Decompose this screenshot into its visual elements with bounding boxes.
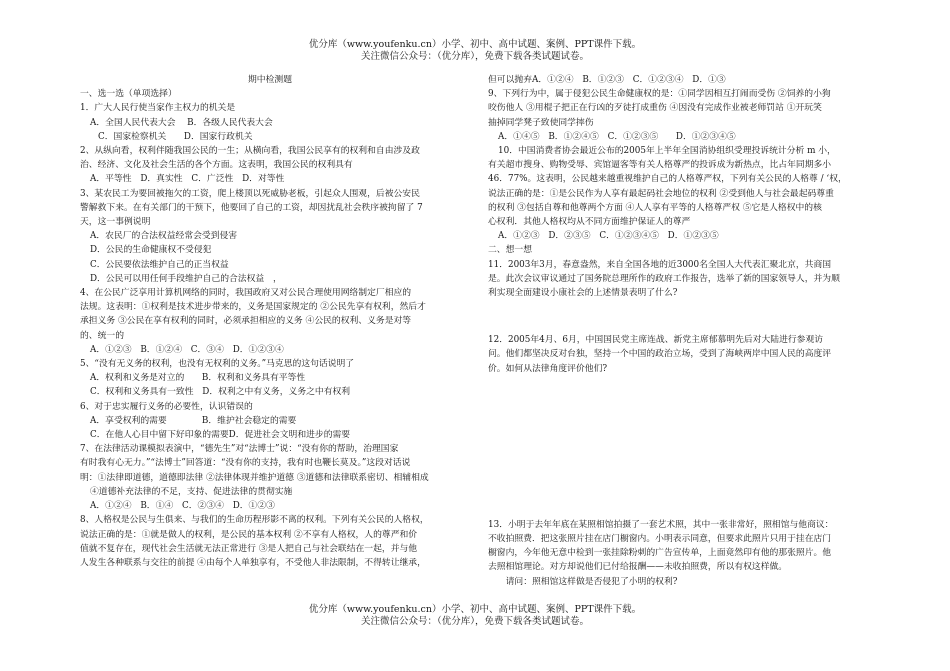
question-line: 有关超市搜身、购物受辱、宾馆逼客等有关人格尊严的投诉成为新热点，比占年同期多小 bbox=[488, 160, 832, 171]
question-line: 问。他们都坚决反对台独，坚持一个中国的政治立场，受到了海峡两岸中国人民的高度评 bbox=[488, 349, 832, 360]
footer-line-1: 优分库（www.youfenku.cn）小学、初中、高中试题、案例、PPT课件下载。 bbox=[308, 604, 642, 615]
question-line: 心权利．其他人格权均从不同方面维护保证人的尊严 bbox=[488, 217, 691, 228]
question-line: 价。如何从法律角度评价他们? bbox=[488, 363, 608, 374]
option-line: A．①②③ B．①②④ C．③④ D．①②③④ bbox=[90, 344, 284, 355]
question-line: 明：①法律即道德，道德即法律 ②法律体现并维护道德 ③道德和法律联系密切、相辅相成 bbox=[80, 472, 429, 483]
question-line: 人发生各种联系与交往的前提 ④由每个人单独享有，不受他人非法限制，不得转让继承， bbox=[80, 557, 426, 568]
page-header bbox=[0, 39, 950, 63]
question-line: 2、从纵向看，权利伴随我国公民的一生；从横向看，我国公民享有的权利和自由涉及政 bbox=[80, 146, 420, 157]
option-line: C．公民要依法维护自己的正当权益 bbox=[90, 259, 229, 270]
question-line: 去照相馆理论。对方却说他们已付给报酬——未收拍照费，所以有权这样做。 bbox=[488, 562, 788, 573]
question-line: 4、在公民广泛享用计算机网络的同时，我国政府又对公民合理使用网络制定厂相应的 bbox=[80, 288, 412, 299]
question-line: 橱窗内，今年他无意中检到一张挂除粉刺的广告宣传单，上面竟然印有他的那张照片。他 bbox=[488, 548, 832, 559]
exam-title: 期中检测题 bbox=[248, 75, 292, 85]
option-line: A．权利和义务是对立的 B．权利和义务具有平等性 bbox=[90, 373, 306, 384]
question-line: ④道德补充法律的不足，支持、促进法律的贯彻实施 bbox=[90, 486, 293, 497]
option-line: D．公民可以用任何手段维护自己的合法权益 ， bbox=[90, 273, 282, 284]
left-column bbox=[80, 73, 475, 570]
option-line: A．农民厂的合法权益经常会受到侵害 bbox=[90, 231, 238, 242]
right-column bbox=[488, 73, 890, 589]
question-line: 7、在法律活动课模拟表演中，“德先生”对“法博士”说：“没有你的帮助，治理国家 bbox=[80, 444, 399, 455]
question-line: 请问：照相馆这样做是否侵犯了小明的权利? bbox=[488, 576, 678, 587]
question-line: 利实现全面建设小康社会的上述情景表明了什么? bbox=[488, 288, 678, 299]
question-line: 的、统一的 bbox=[80, 330, 124, 341]
question-line: 的权利 ③包括自尊和他尊两个方面 ④人人享有平等的人格尊严权 ⑤它是人格权中的核 bbox=[488, 202, 822, 213]
question-line: 法规。这表明：①权利是技术进步带来的，义务是国家规定的 ②公民先享有权利，然后才 bbox=[80, 302, 426, 313]
question-line: 是。此次会议审议通过了国务院总理所作的政府工作报告，选举了新的国家领导人，并为顺 bbox=[488, 273, 840, 284]
option-line: A．全国人民代表大会 B．各级人民代表大会 bbox=[90, 117, 273, 128]
footer-line-2: 关注微信公众号：（优分库），免费下载各类试题试卷。 bbox=[360, 616, 589, 627]
option-line: C．权利和义务具有一致性 D．权利之中有义务，义务之中有权利 bbox=[90, 387, 351, 398]
question-line: 12．2005年4月、6月，中国国民党主席连战、新党主席郁慕明先后对大陆进行参观访 bbox=[488, 335, 824, 346]
question-line: 11．2003年3月，春意盎然，来自全国各地的近3000名全国人大代表汇聚北京，共商国 bbox=[488, 259, 832, 270]
question-line: 治、经济、文化及社会生活的各个方面。这表明，我国公民的权利具有 bbox=[80, 160, 353, 171]
option-line: A．享受权利的需要 B．维护社会稳定的需要 bbox=[90, 415, 297, 426]
question-line: 值就不复存在，现代社会生活就无法正常进行 ③是人把自己与社会联结在一起，并与他 bbox=[80, 543, 418, 554]
question-line: 8、人格权是公民与生俱来、与我们的生命历程形影不离的权利。下列有关公民的人格权， bbox=[80, 515, 429, 526]
question-line: 10．中国消费者协会最近公布的2005年上半年全国消协组织受理投诉统计分析 m 小， bbox=[498, 146, 836, 157]
option-line: A．①②④ B．①④ C．②③④ D．①②③ bbox=[90, 501, 275, 512]
question-line: 46．77%。这表明，公民越来越重视维护自己的人格尊严权，下列有关公民的人格尊 / ‘权， bbox=[488, 174, 847, 185]
option-line: 但可以抛弃A．①②④ B．①②③ C．①②③④ D．①③ bbox=[488, 75, 726, 85]
section-heading: 一、选一选（单项选择） bbox=[80, 89, 177, 100]
question-line: 承担义务 ③公民在享有权利的同时，必须承担相应的义务 ④公民的权利、义务是对等 bbox=[80, 316, 412, 327]
option-line: C．在他人心目中留下好印象的需要D．促进社会文明和进步的需要 bbox=[90, 430, 351, 441]
option-line: A．平等性 D．真实性 C．广泛性 D．对等性 bbox=[90, 174, 285, 185]
header-line-1: 优分库（www.youfenku.cn）小学、初中、高中试题、案例、PPT课件下载。 bbox=[308, 39, 642, 50]
question-line: 说法正确的是：①是公民作为人享有最起码社会地位的权利 ②受到他人与社会最起码尊重 bbox=[488, 188, 834, 199]
question-line: 不收拍照费．把这张照片挂在店门橱窗内。小明表示同意，但要求此照片只用于挂在店门 bbox=[488, 534, 832, 545]
question-line: 3、某农民工为要回被拖欠的工资，爬上楼顶以死威胁老板，引起众人围观，后被公安民 bbox=[80, 188, 420, 199]
question-line: 咬伤他人 ③用棍子把正在行凶的歹徒打成重伤 ④因没有完成作业被老师罚站 ①开玩笑 bbox=[488, 103, 822, 114]
question-line: 13．小明于去年年底在某照相馆拍摄了一套艺术照，其中一张非常好，照相馆与他商议： bbox=[488, 519, 834, 530]
option-line: C．国家检察机关 D．国家行政机关 bbox=[98, 131, 253, 142]
page-footer bbox=[0, 604, 950, 628]
section-heading: 二、想一想 bbox=[488, 245, 532, 256]
answer-space bbox=[488, 300, 890, 333]
question-line: 9、下列行为中，属于侵犯公民生命健康权的是：①同学因相互打闹而受伤 ②饲养的小狗 bbox=[488, 89, 831, 100]
question-line: 天，这一事例说明 bbox=[80, 217, 151, 228]
question-line: 有时我有心无力。”“法博士”回答道：“没有你的支持，我有时也鞭长莫及。”这段对话说 bbox=[80, 458, 411, 469]
question-line: 5、“没有无义务的权利，也没有无权利的义务。”马克思的这句话说明了 bbox=[80, 359, 355, 370]
option-line: D．公民的生命健康权不受侵犯 bbox=[90, 245, 212, 256]
question-line: 6、对于忠实履行义务的必要性，认识错误的 bbox=[80, 401, 253, 412]
question-line: 警解救下来。在有关部门的干预下，他要回了自己的工资，却因扰乱社会秩序被拘留了 7 bbox=[80, 202, 423, 213]
question-line: 1．广大人民行使当家作主权力的机关是 bbox=[80, 103, 236, 114]
answer-space bbox=[488, 376, 890, 518]
option-line: A．①②③ D．②③⑤ C．①②③④⑤ D．①②③⑤ bbox=[498, 231, 719, 242]
question-line: 说法正确的是：①就是做人的权利，是公民的基本权利 ②不享有人格权，人的尊严和价 bbox=[80, 529, 418, 540]
header-line-2: 关注微信公众号：（优分库），免费下载各类试题试卷。 bbox=[360, 51, 589, 62]
question-line: 抽掉同学凳子致使同学摔伤 bbox=[488, 117, 594, 128]
option-line: A．①④⑤ B．①②④⑤ C．①②③⑤ D．①②③④⑤ bbox=[498, 131, 736, 142]
